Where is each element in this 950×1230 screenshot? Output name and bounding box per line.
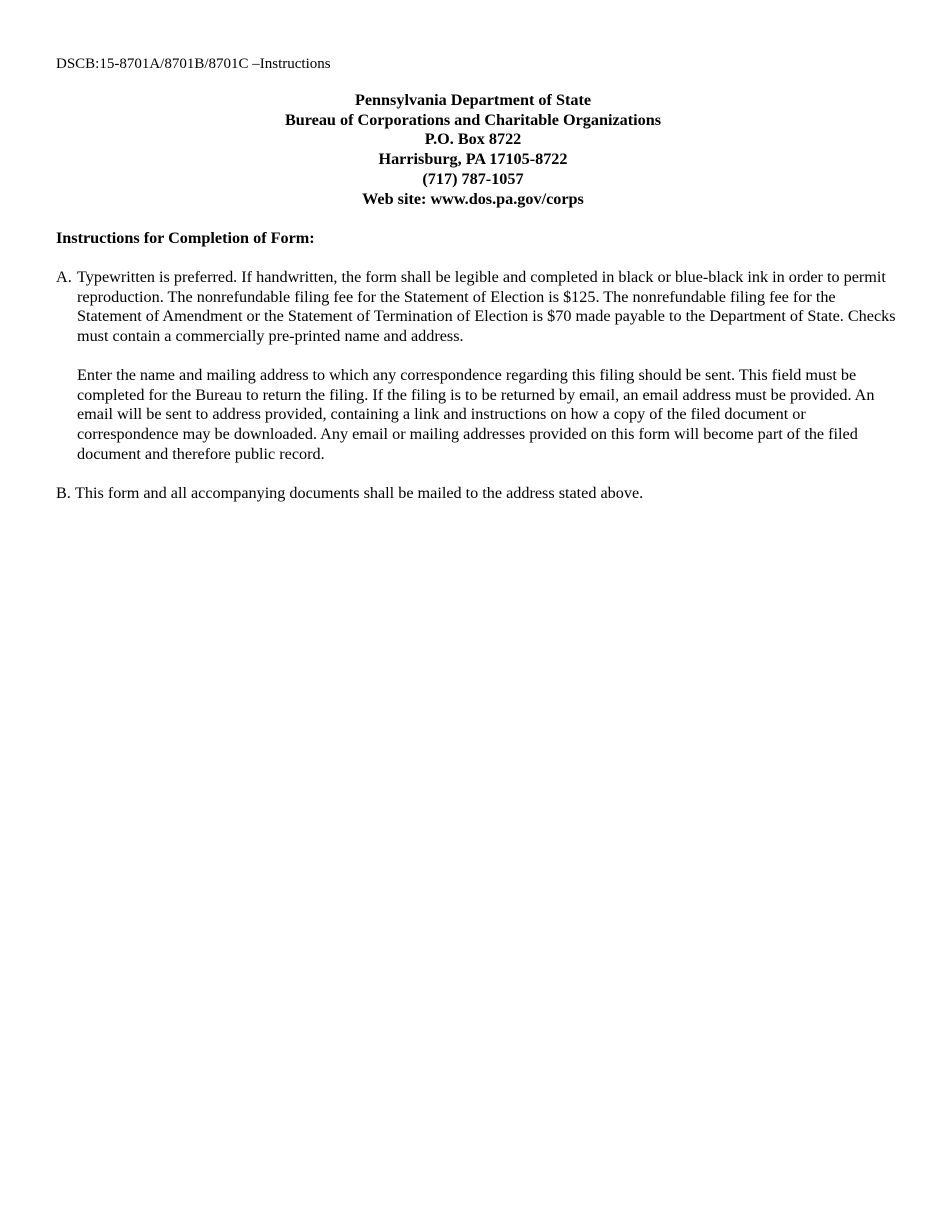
po-box: P.O. Box 8722 [424, 130, 522, 149]
instruction-item-a [56, 268, 896, 347]
city-state-zip: Harrisburg, PA 17105-8722 [378, 150, 568, 169]
agency-header [0, 91, 946, 209]
instruction-item-a-continued [56, 366, 896, 465]
instruction-paragraph: Typewritten is preferred. If handwritten, the form shall be legible and completed in black or blue-black ink in order to permit reproduction. The nonrefundable filing fee for the Statement of Election is $125. The nonrefundable filing fee for the Statement of Amendment or the Statement of Termination of Election is $70 made payable to the Department of State. Checks must contain a commercially pre-printed name and address. [77, 268, 896, 346]
phone-number: (717) 787-1057 [422, 169, 524, 188]
item-marker: A. [56, 268, 72, 286]
form-identifier: DSCB:15-8701A/8701B/8701C –Instructions [56, 56, 331, 72]
instruction-paragraph: This form and all accompanying documents shall be mailed to the address stated above. [75, 484, 644, 502]
item-marker: B. [56, 484, 71, 502]
instruction-paragraph: Enter the name and mailing address to which any correspondence regarding this filing should be sent. This field must be completed for the Bureau to return the filing. If the filing is to be returned by email, an email address must be provided. An email will be sent to address provided, containing a link and instructions on how a copy of the filed document or correspondence may be downloaded. Any email or mailing addresses provided on this form will become part of the filed document and therefore public record. [77, 366, 875, 463]
instruction-item-b [56, 484, 896, 504]
bureau-name: Bureau of Corporations and Charitable Organizations [284, 110, 662, 129]
website: Web site: www.dos.pa.gov/corps [362, 189, 584, 208]
instructions-heading: Instructions for Completion of Form: [56, 229, 315, 247]
department-name: Pennsylvania Department of State [354, 91, 592, 109]
